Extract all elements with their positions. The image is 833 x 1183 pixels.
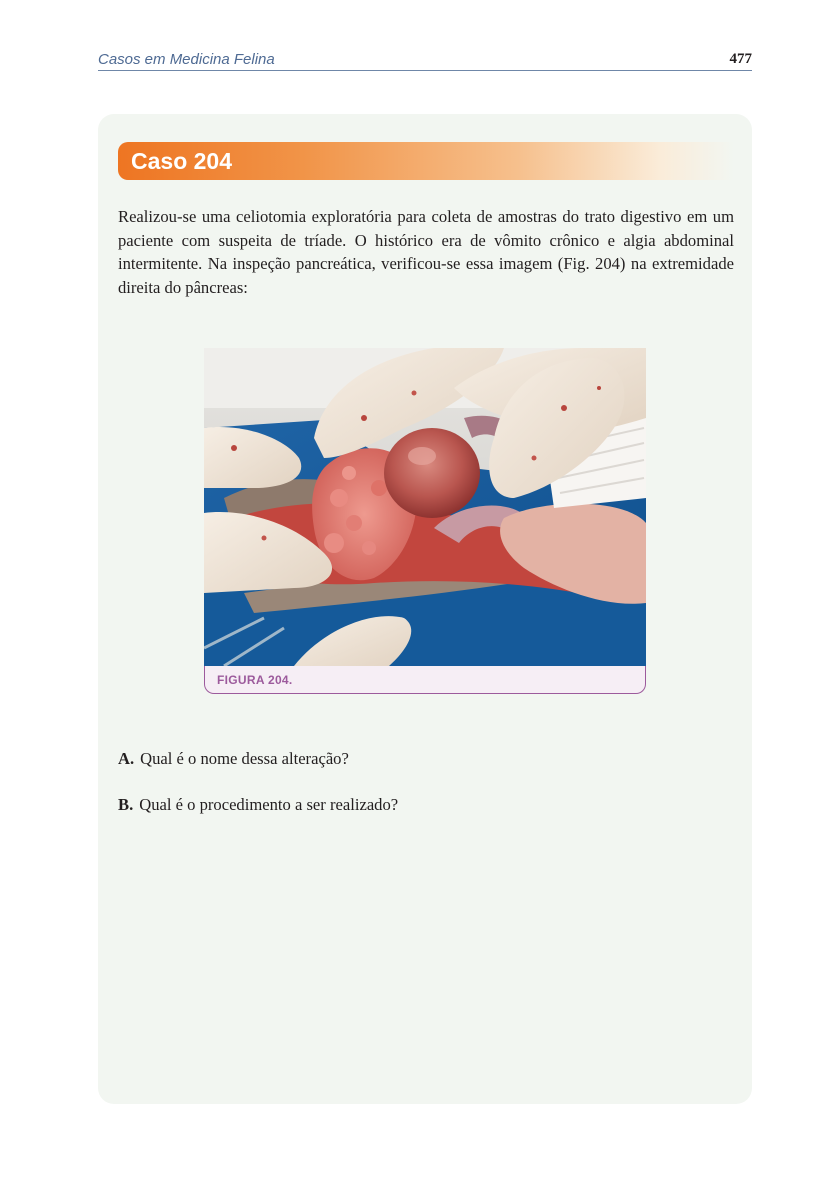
case-intro-text: Realizou-se uma celiotomia exploratória para coleta de amostras do trato digestivo em um paciente com suspeita de tríade. O histórico era de vômito crônico e algia abdominal intermitente. Na inspeção pancreática, verificou-se essa imagem (Fig. 204) na extremidade direita do pâncreas: [118, 207, 734, 297]
book-title: Casos em Medicina Felina [98, 51, 275, 68]
question-a-letter: A. [118, 749, 135, 768]
question-a [118, 748, 349, 770]
case-figure [204, 348, 646, 694]
case-box [98, 114, 752, 1104]
case-title-banner [118, 142, 734, 180]
running-head [98, 50, 752, 71]
question-b [118, 794, 398, 816]
figure-caption: FIGURA 204. [217, 673, 293, 687]
question-a-text: Qual é o nome dessa alteração? [140, 749, 349, 768]
surgical-photo [204, 348, 646, 666]
case-title: Caso 204 [131, 148, 233, 174]
question-b-letter: B. [118, 795, 134, 814]
page-number: 477 [729, 51, 752, 67]
figure-caption-bar [204, 666, 646, 694]
question-b-text: Qual é o procedimento a ser realizado? [139, 795, 399, 814]
